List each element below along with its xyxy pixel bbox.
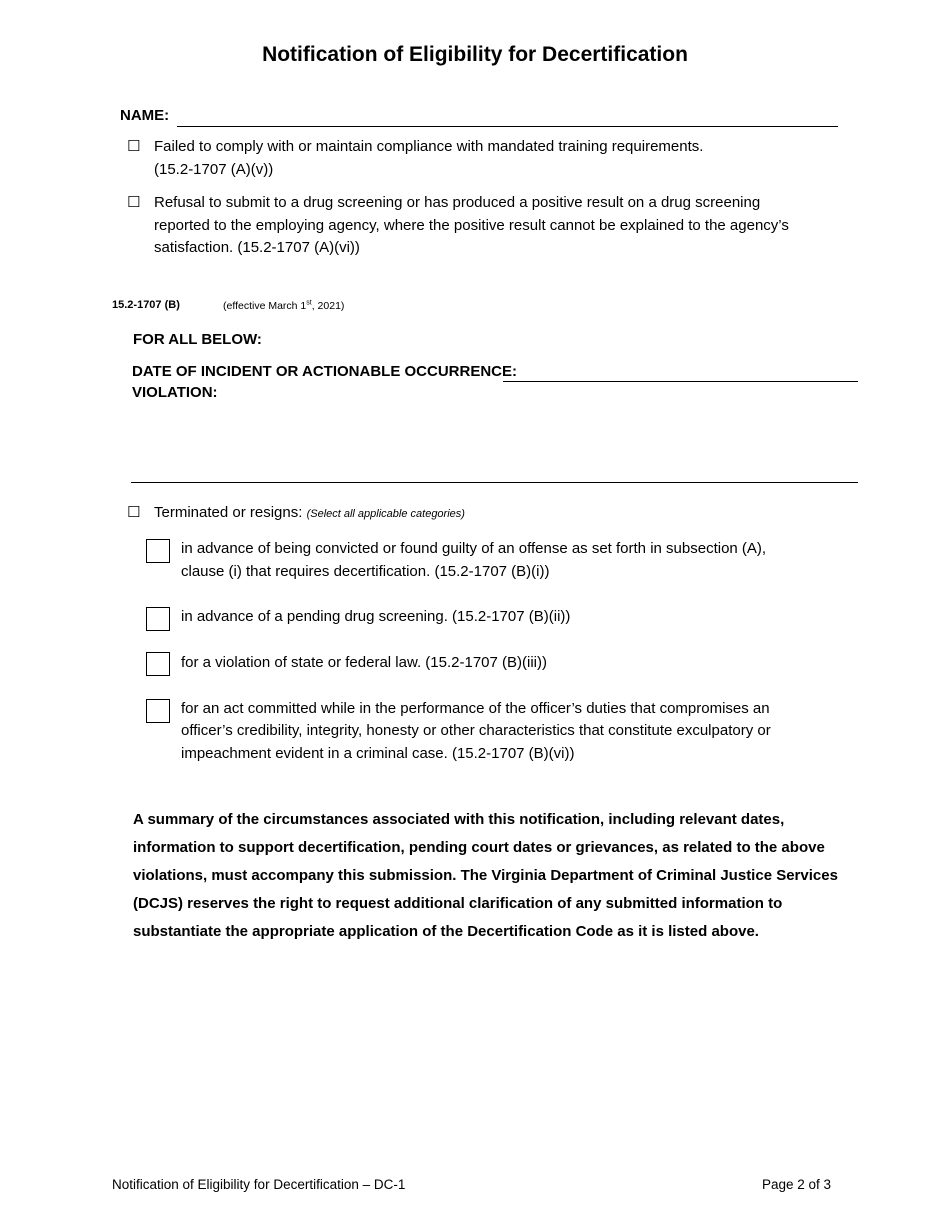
summary-line: substantiate the appropriate application of the Decertification Code as it is listed above. xyxy=(133,923,759,940)
section-code: 15.2-1707 (B) xyxy=(112,299,180,311)
footer-form-title: Notification of Eligibility for Decertification – DC-1 xyxy=(112,1177,406,1192)
summary-line: (DCJS) reserves the right to request additional clarification of any submitted information to xyxy=(133,895,783,912)
for-all-below-label: FOR ALL BELOW: xyxy=(133,331,262,348)
drug-text-line2: reported to the employing agency, where the positive result cannot be explained to the agency’s xyxy=(154,217,789,234)
name-field-line[interactable] xyxy=(177,126,838,127)
date-of-incident-label: DATE OF INCIDENT OR ACTIONABLE OCCURRENCE: xyxy=(132,363,517,380)
section-effective-date: (effective March 1st, 2021) xyxy=(223,299,345,312)
summary-line: A summary of the circumstances associated with this notification, including relevant dates, xyxy=(133,811,785,828)
option-duties-act-line1: for an act committed while in the performance of the officer’s duties that compromises an xyxy=(181,700,770,717)
summary-line: information to support decertification, pending court dates or grievances, as related to the above xyxy=(133,839,825,856)
option-conviction-line2: clause (i) that requires decertification. (15.2-1707 (B)(i)) xyxy=(181,563,550,580)
footer-page-number: Page 2 of 3 xyxy=(762,1177,832,1192)
date-of-incident-field-line[interactable] xyxy=(503,381,858,382)
option-drug-screening-line1: in advance of a pending drug screening. (15.2-1707 (B)(ii)) xyxy=(181,608,571,625)
option-duties-act-checkbox[interactable] xyxy=(146,699,170,723)
drug-screening-checkbox[interactable]: ☐ xyxy=(127,194,141,211)
terminated-label: Terminated or resigns: (Select all applicable categories) xyxy=(154,504,465,521)
page-title: Notification of Eligibility for Decertification xyxy=(262,43,688,66)
terminated-note: (Select all applicable categories) xyxy=(306,508,465,520)
terminated-checkbox[interactable]: ☐ xyxy=(127,504,141,521)
violation-label: VIOLATION: xyxy=(132,384,218,401)
drug-text-line1: Refusal to submit to a drug screening or has produced a positive result on a drug screening xyxy=(154,194,761,211)
training-checkbox[interactable]: ☐ xyxy=(127,138,141,155)
summary-paragraph xyxy=(133,806,838,946)
training-text-line1: Failed to comply with or maintain compliance with mandated training requirements. xyxy=(154,138,704,155)
option-conviction-checkbox[interactable] xyxy=(146,539,170,563)
name-label: NAME: xyxy=(120,107,170,124)
option-law-violation-line1: for a violation of state or federal law. (15.2-1707 (B)(iii)) xyxy=(181,654,547,671)
training-text-line2: (15.2-1707 (A)(v)) xyxy=(154,161,274,178)
option-duties-act-line3: impeachment evident in a criminal case. (15.2-1707 (B)(vi)) xyxy=(181,745,575,762)
summary-line: violations, must accompany this submission. The Virginia Department of Criminal Justice Services xyxy=(133,867,838,884)
option-drug-screening-checkbox[interactable] xyxy=(146,607,170,631)
option-duties-act-line2: officer’s credibility, integrity, honesty or other characteristics that constitute exculpatory or xyxy=(181,722,771,739)
option-conviction-line1: in advance of being convicted or found guilty of an offense as set forth in subsection (A), xyxy=(181,540,767,557)
option-law-violation-checkbox[interactable] xyxy=(146,652,170,676)
drug-text-line3: satisfaction. (15.2-1707 (A)(vi)) xyxy=(154,239,360,256)
violation-field-line[interactable] xyxy=(131,482,858,483)
